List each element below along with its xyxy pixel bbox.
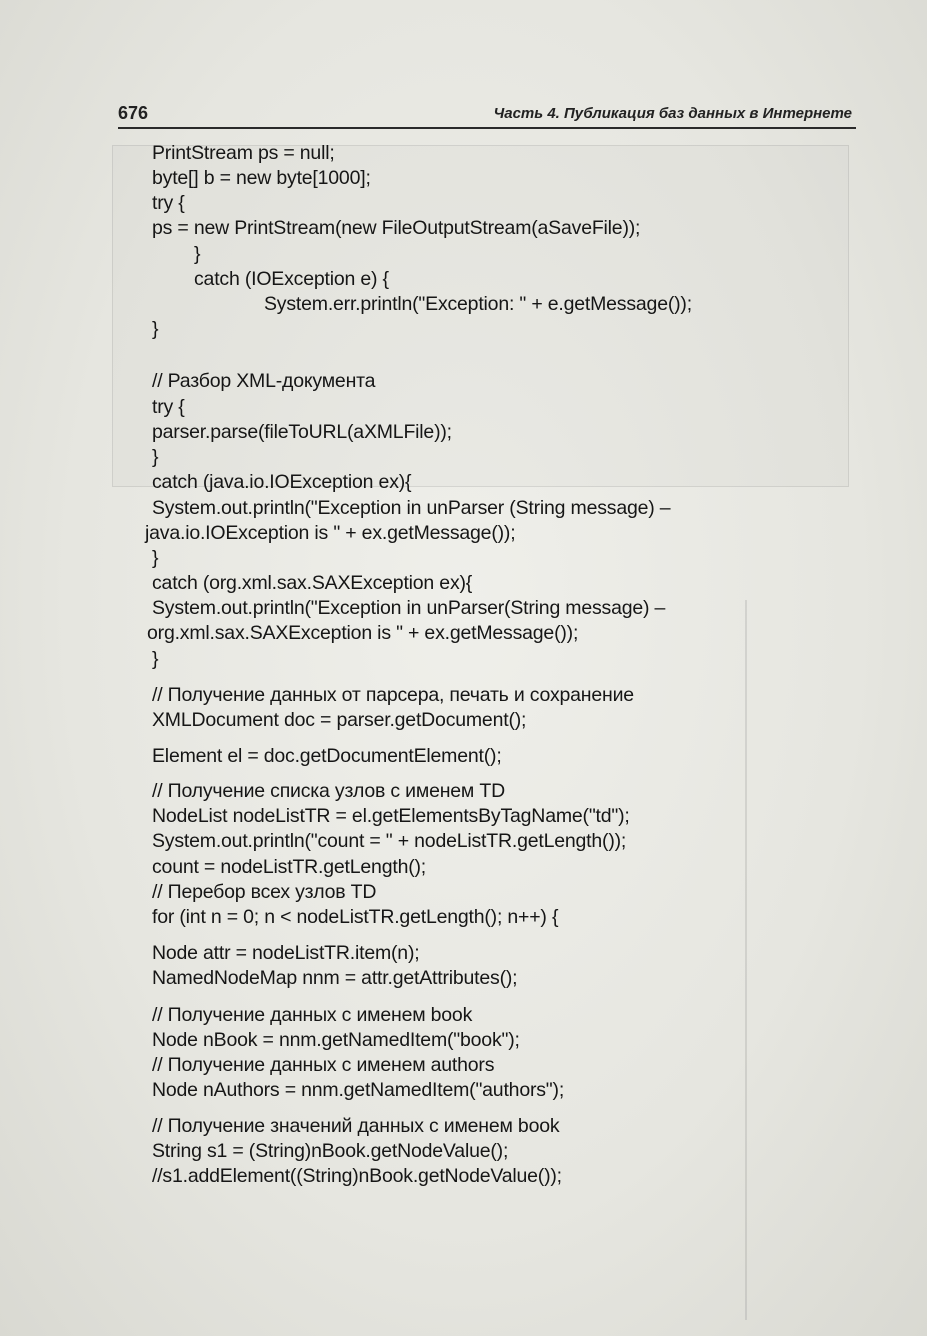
code-line: catch (java.io.IOException ex){ <box>152 471 412 493</box>
code-line: System.err.println("Exception: " + e.getMessage()); <box>264 293 692 315</box>
code-line: Element el = doc.getDocumentElement(); <box>152 745 502 767</box>
code-line: } <box>152 446 159 468</box>
code-line: byte[] b = new byte[1000]; <box>152 167 371 189</box>
code-line: System.out.println("Exception in unParser(String message) – <box>152 597 666 619</box>
code-comment: // Получение значений данных с именем book <box>152 1115 560 1137</box>
code-line: System.out.println("count = " + nodeListTR.getLength()); <box>152 830 627 852</box>
page-number: 676 <box>118 103 149 123</box>
code-comment: // Получение данных от парсера, печать и сохранение <box>152 684 634 706</box>
code-line: } <box>152 318 159 340</box>
code-line: count = nodeListTR.getLength(); <box>152 856 427 878</box>
code-line: ps = new PrintStream(new FileOutputStream(aSaveFile)); <box>152 217 641 239</box>
code-comment: // Получение данных с именем authors <box>152 1054 495 1076</box>
code-line: catch (org.xml.sax.SAXException ex){ <box>152 572 473 594</box>
code-comment: // Перебор всех узлов TD <box>152 881 377 903</box>
code-line: parser.parse(fileToURL(aXMLFile)); <box>152 421 452 443</box>
code-line: String s1 = (String)nBook.getNodeValue(); <box>152 1140 509 1162</box>
code-comment: // Разбор XML-документа <box>152 370 376 392</box>
code-line: NodeList nodeListTR = el.getElementsByTagName("td"); <box>152 805 630 827</box>
code-line: org.xml.sax.SAXException is " + ex.getMessage()); <box>147 622 579 644</box>
running-head: Часть 4. Публикация баз данных в Интернете <box>493 105 852 122</box>
code-line: for (int n = 0; n < nodeListTR.getLength(); n++) { <box>152 906 559 928</box>
code-line: XMLDocument doc = parser.getDocument(); <box>152 709 527 731</box>
code-line: catch (IOException e) { <box>194 268 389 290</box>
code-line: Node nBook = nnm.getNamedItem("book"); <box>152 1029 520 1051</box>
code-line: System.out.println("Exception in unParser (String message) – <box>152 497 671 519</box>
code-comment: // Получение списка узлов с именем TD <box>152 780 505 802</box>
code-line: java.io.IOException is " + ex.getMessage()); <box>145 522 516 544</box>
code-line: } <box>152 648 159 670</box>
code-line: NamedNodeMap nnm = attr.getAttributes(); <box>152 967 518 989</box>
code-comment: //s1.addElement((String)nBook.getNodeValue()); <box>152 1165 562 1187</box>
code-line: } <box>152 547 159 569</box>
code-comment: // Получение данных с именем book <box>152 1004 473 1026</box>
code-line: try { <box>152 396 185 418</box>
code-line: } <box>194 243 201 265</box>
code-line: try { <box>152 192 185 214</box>
code-line: Node attr = nodeListTR.item(n); <box>152 942 420 964</box>
code-line: Node nAuthors = nnm.getNamedItem("authors"); <box>152 1079 565 1101</box>
code-line: PrintStream ps = null; <box>152 142 335 164</box>
